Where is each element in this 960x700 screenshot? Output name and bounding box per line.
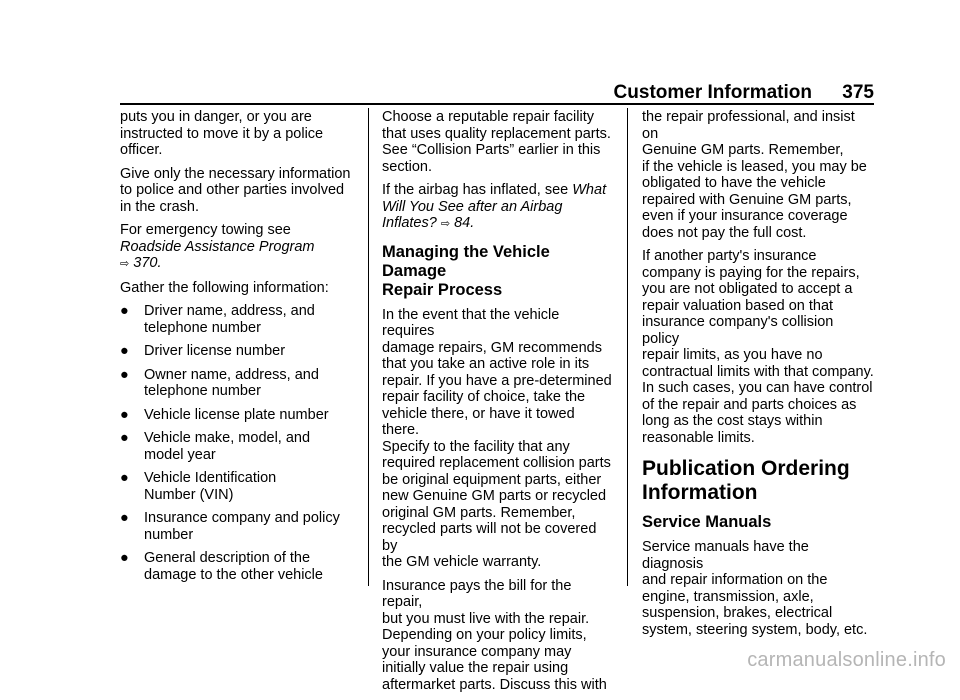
page-ref[interactable]: 370. (133, 255, 162, 271)
page-ref[interactable]: 84. (454, 215, 475, 231)
bullet-icon: ● (120, 366, 129, 383)
page-ref-icon: ⇨ (440, 218, 451, 230)
paragraph: Insurance pays the bill for the repair, but you must live with the repair. Depending on your policy limits, your insurance company may initially value the repair using aftermarket parts. Discuss this with (382, 577, 607, 693)
paragraph: In the event that the vehicle requires damage repairs, GM recommends that you take an active role in its repair. If you have a pre-determined repair facility of choice, take the vehicle there, or have it towed there. Specify to the facility that any required replacement collision parts be original equipment parts, either new Genuine GM parts or recycled original GM parts. Remember, recycled parts will not be covered by the GM vehicle warranty. (382, 306, 612, 570)
paragraph: Service manuals have the diagnosis and repair information on the engine, transmission, axle, suspension, brakes, electrical system, steering system, body, etc. (642, 539, 868, 638)
list-item: ● Owner name, address, and telephone number (120, 366, 319, 399)
paragraph-towing: For emergency towing see Roadside Assistance Program ⇨ 370. (120, 222, 315, 271)
section-title: Customer Information (613, 82, 812, 103)
paragraph-airbag: If the airbag has inflated, see What Will You See after an Airbag Inflates? ⇨ 84. (382, 182, 607, 231)
bullet-icon: ● (120, 303, 129, 319)
bullet-icon: ● (120, 343, 129, 359)
list-item: ● Vehicle Identification Number (VIN) (120, 470, 277, 503)
list-item: ● Vehicle make, model, and model year (120, 430, 311, 463)
column-divider-2 (627, 108, 628, 586)
bullet-icon: ● (120, 550, 129, 566)
column-3 (642, 109, 874, 645)
page-header (120, 82, 874, 104)
bullet-icon: ● (120, 470, 129, 486)
paragraph: If another party's insurance company is paying for the repairs, you are not obligated to accept a repair valuation based on that insurance company's collision policy repair limits, as you have no contractual limits with that company. In such cases, you can have control of the repair and parts choices as long as the cost stays within reasonable limits. (642, 248, 874, 446)
bullet-icon: ● (120, 406, 129, 423)
page-ref-icon: ⇨ (120, 258, 130, 270)
list-item: ● Driver name, address, and telephone number (120, 303, 315, 336)
subsection-heading: Service Manuals (642, 513, 772, 531)
list-item: ● Insurance company and policy number (120, 510, 340, 543)
paragraph: puts you in danger, or you are instructed to move it by a police officer. (120, 109, 324, 158)
list-item: ● General description of the damage to the other vehicle (120, 550, 323, 583)
header-rule (120, 103, 874, 105)
airbag-link[interactable]: What Will You See after an Airbag Inflates? (382, 182, 607, 231)
subsection-heading: Managing the Vehicle Damage Repair Process (382, 242, 550, 299)
column-1 (120, 109, 352, 590)
list-item: ● Driver license number (120, 343, 286, 359)
bullet-icon: ● (120, 430, 129, 446)
paragraph: Gather the following information: (120, 279, 329, 296)
paragraph: the repair professional, and insist on Genuine GM parts. Remember, if the vehicle is leased, you may be obligated to have the vehicle repaired with Genuine GM parts, even if your insurance coverage does not pay the full cost. (642, 109, 867, 241)
section-heading: Publication Ordering Information (642, 457, 850, 504)
bullet-icon: ● (120, 510, 129, 526)
list-item: ● Vehicle license plate number (120, 406, 329, 423)
column-divider-1 (368, 108, 369, 586)
column-2 (382, 109, 614, 700)
watermark: carmanualsonline.info (747, 649, 946, 671)
page-number: 375 (842, 82, 874, 103)
paragraph: Choose a reputable repair facility that uses quality replacement parts. See “Collision Parts” earlier in this section. (382, 109, 611, 175)
roadside-assistance-link[interactable]: Roadside Assistance Program (120, 238, 315, 255)
info-list (120, 303, 352, 583)
paragraph: Give only the necessary information to police and other parties involved in the crash. (120, 165, 351, 215)
